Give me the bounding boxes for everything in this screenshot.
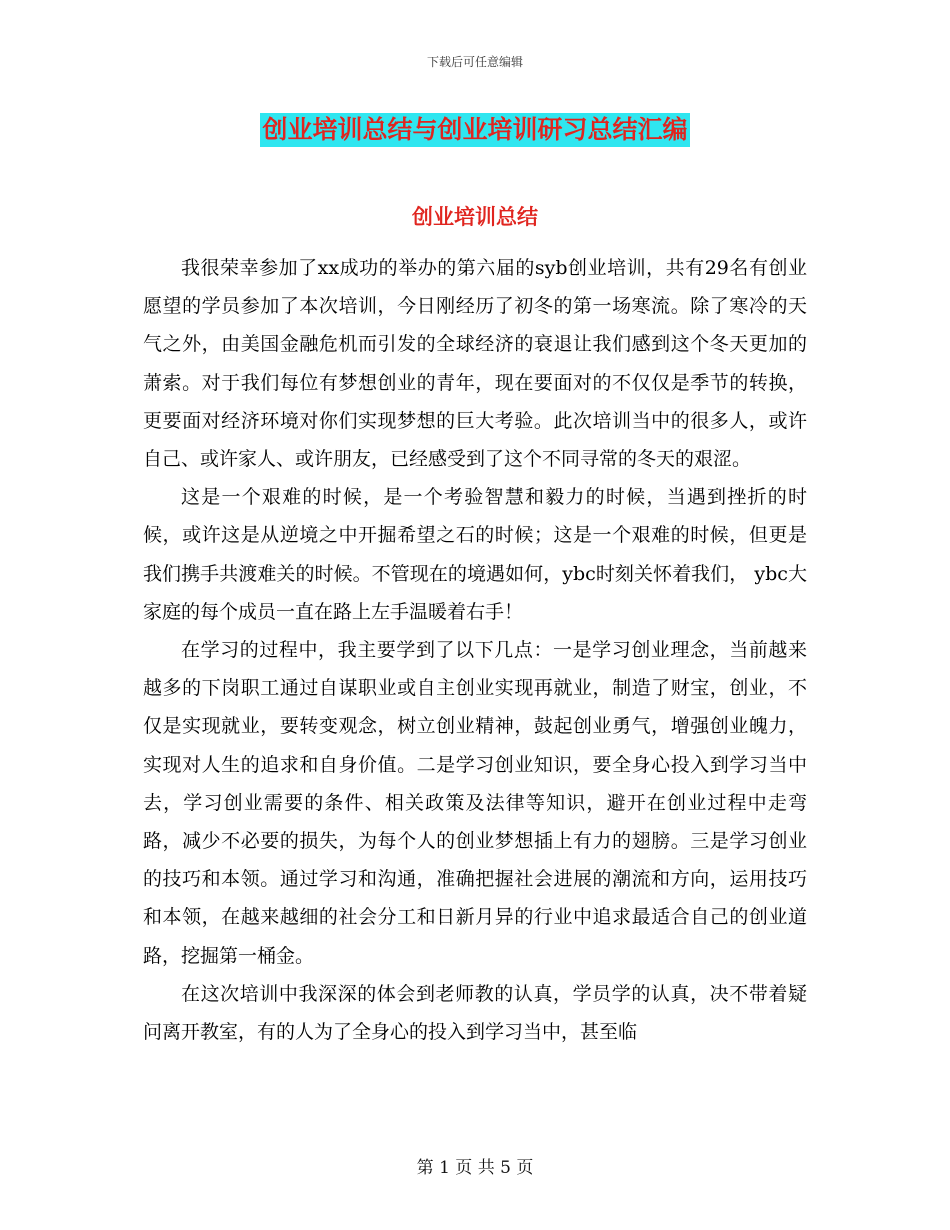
document-body: [143, 249, 807, 1051]
document-title-container: [0, 113, 950, 147]
header-note: 下载后可任意编辑: [426, 55, 523, 69]
paragraph: 在这次培训中我深深的体会到老师教的认真，学员学的认真，决不带着疑问离开教室，有的人为了全身心的投入到学习当中，甚至临: [143, 982, 807, 1044]
document-title: 创业培训总结与创业培训研习总结汇编: [260, 113, 689, 147]
page-number: 第 1 页 共 5 页: [416, 1158, 534, 1178]
paragraph: 我很荣幸参加了xx成功的举办的第六届的syb创业培训，共有29名有创业愿望的学员参加了本次培训，今日刚经历了初冬的第一场寒流。除了寒冷的天气之外，由美国金融危机而引发的全球经济的衰退让我们感到这个冬天更加的萧索。对于我们每位有梦想创业的青年，现在要面对的不仅仅是季节的转换，更要面对经济环境对你们实现梦想的巨大考验。此次培训当中的很多人，或许自己、或许家人、或许朋友，已经感受到了这个不同寻常的冬天的艰涩。: [143, 257, 807, 471]
section-title: 创业培训总结: [412, 204, 538, 229]
paragraph: 这是一个艰难的时候，是一个考验智慧和毅力的时候，当遇到挫折的时候，或许这是从逆境之中开掘希望之石的时候；这是一个艰难的时候，但更是我们携手共渡难关的时候。不管现在的境遇如何，ybc时刻关怀着我们， ybc大家庭的每个成员一直在路上左手温暖着右手！: [143, 486, 807, 623]
paragraph: 在学习的过程中，我主要学到了以下几点：一是学习创业理念，当前越来越多的下岗职工通过自谋职业或自主创业实现再就业，制造了财宝，创业，不仅是实现就业，要转变观念，树立创业精神，鼓起创业勇气，增强创业魄力，实现对人生的追求和自身价值。二是学习创业知识，要全身心投入到学习当中去，学习创业需要的条件、相关政策及法律等知识，避开在创业过程中走弯路，减少不必要的损失，为每个人的创业梦想插上有力的翅膀。三是学习创业的技巧和本领。通过学习和沟通，准确把握社会进展的潮流和方向，运用技巧和本领，在越来越细的社会分工和日新月异的行业中追求最适合自己的创业道路，挖掘第一桶金。: [143, 639, 807, 967]
